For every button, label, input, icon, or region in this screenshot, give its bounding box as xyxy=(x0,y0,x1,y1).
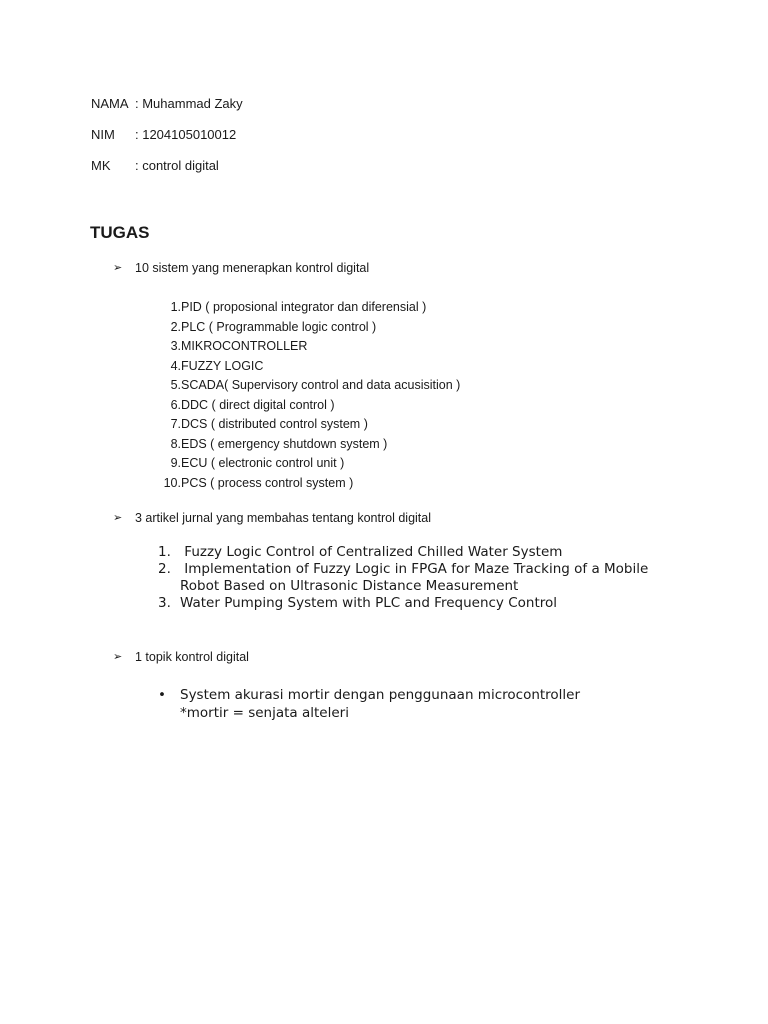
section-heading-label: 3 artikel jurnal yang membahas tentang kontrol digital xyxy=(135,511,432,525)
list-number: 9. xyxy=(170,456,181,470)
section-heading-label: 1 topik kontrol digital xyxy=(135,650,249,664)
list-item xyxy=(156,396,460,416)
list-text: Fuzzy Logic Control of Centralized Chilled Water System xyxy=(180,544,563,560)
nama-value: : Muhammad Zaky xyxy=(135,96,243,111)
list-item xyxy=(156,376,460,396)
list-item xyxy=(156,474,460,494)
list-number: 1. xyxy=(170,300,181,314)
topic-text xyxy=(180,686,640,722)
list-item xyxy=(156,561,660,595)
page-title: TUGAS xyxy=(90,223,150,242)
nim-value: : 1204105010012 xyxy=(135,127,237,142)
list-text: SCADA( Supervisory control and data acusisition ) xyxy=(181,378,461,392)
list-number: 2. xyxy=(170,319,181,334)
list-number: 3. xyxy=(158,595,171,611)
list-number: 6. xyxy=(170,397,181,412)
list-item xyxy=(156,337,460,357)
list-item xyxy=(156,415,460,435)
section-heading-systems xyxy=(113,260,369,276)
list-item xyxy=(156,454,460,474)
nama-label: NAMA xyxy=(91,96,129,111)
list-number: 4. xyxy=(170,358,181,373)
list-item xyxy=(156,595,660,612)
header-nim-row xyxy=(91,127,236,143)
section-heading-journals xyxy=(113,510,431,526)
list-text: Implementation of Fuzzy Logic in FPGA for Maze Tracking of a Mobile Robot Based on Ultrasonic Distance Measurement xyxy=(180,561,653,594)
bullet-dot-icon: • xyxy=(158,687,166,703)
list-item xyxy=(156,435,460,455)
list-number: 7. xyxy=(170,417,181,431)
mk-value: : control digital xyxy=(135,158,219,173)
topic-item xyxy=(158,686,640,722)
list-text: EDS ( emergency shutdown system ) xyxy=(181,436,388,451)
list-text: MIKROCONTROLLER xyxy=(181,339,308,353)
journals-list xyxy=(156,544,660,612)
list-number: 8. xyxy=(170,436,181,451)
arrow-bullet-icon: ➢ xyxy=(113,262,123,274)
header-nama-row xyxy=(91,96,243,112)
list-text: ECU ( electronic control unit ) xyxy=(181,456,345,470)
list-number: 10. xyxy=(163,475,181,490)
list-item xyxy=(156,318,460,338)
mk-label: MK xyxy=(91,158,111,173)
topic-line-2: *mortir = senjata alteleri xyxy=(180,705,349,721)
list-text: FUZZY LOGIC xyxy=(181,358,264,373)
list-item xyxy=(156,357,460,377)
arrow-bullet-icon: ➢ xyxy=(113,512,123,524)
topic-line-1: System akurasi mortir dengan penggunaan microcontroller xyxy=(180,687,581,703)
nim-label: NIM xyxy=(91,127,115,142)
section-heading-label: 10 sistem yang menerapkan kontrol digital xyxy=(135,261,370,275)
list-text: PCS ( process control system ) xyxy=(181,475,354,490)
systems-list xyxy=(156,298,460,493)
list-text: PLC ( Programmable logic control ) xyxy=(181,319,377,334)
list-item xyxy=(156,544,660,561)
section-heading-topic xyxy=(113,649,249,665)
arrow-bullet-icon: ➢ xyxy=(113,651,123,663)
list-number: 2. xyxy=(158,561,171,577)
header-mk-row xyxy=(91,158,219,174)
list-number: 3. xyxy=(170,339,181,353)
list-number: 5. xyxy=(170,378,181,392)
list-text: PID ( proposional integrator dan diferensial ) xyxy=(181,300,427,314)
list-number: 1. xyxy=(158,544,171,560)
list-text: DDC ( direct digital control ) xyxy=(181,397,335,412)
list-text: Water Pumping System with PLC and Frequency Control xyxy=(180,595,558,611)
list-text: DCS ( distributed control system ) xyxy=(181,417,368,431)
list-item xyxy=(156,298,460,318)
